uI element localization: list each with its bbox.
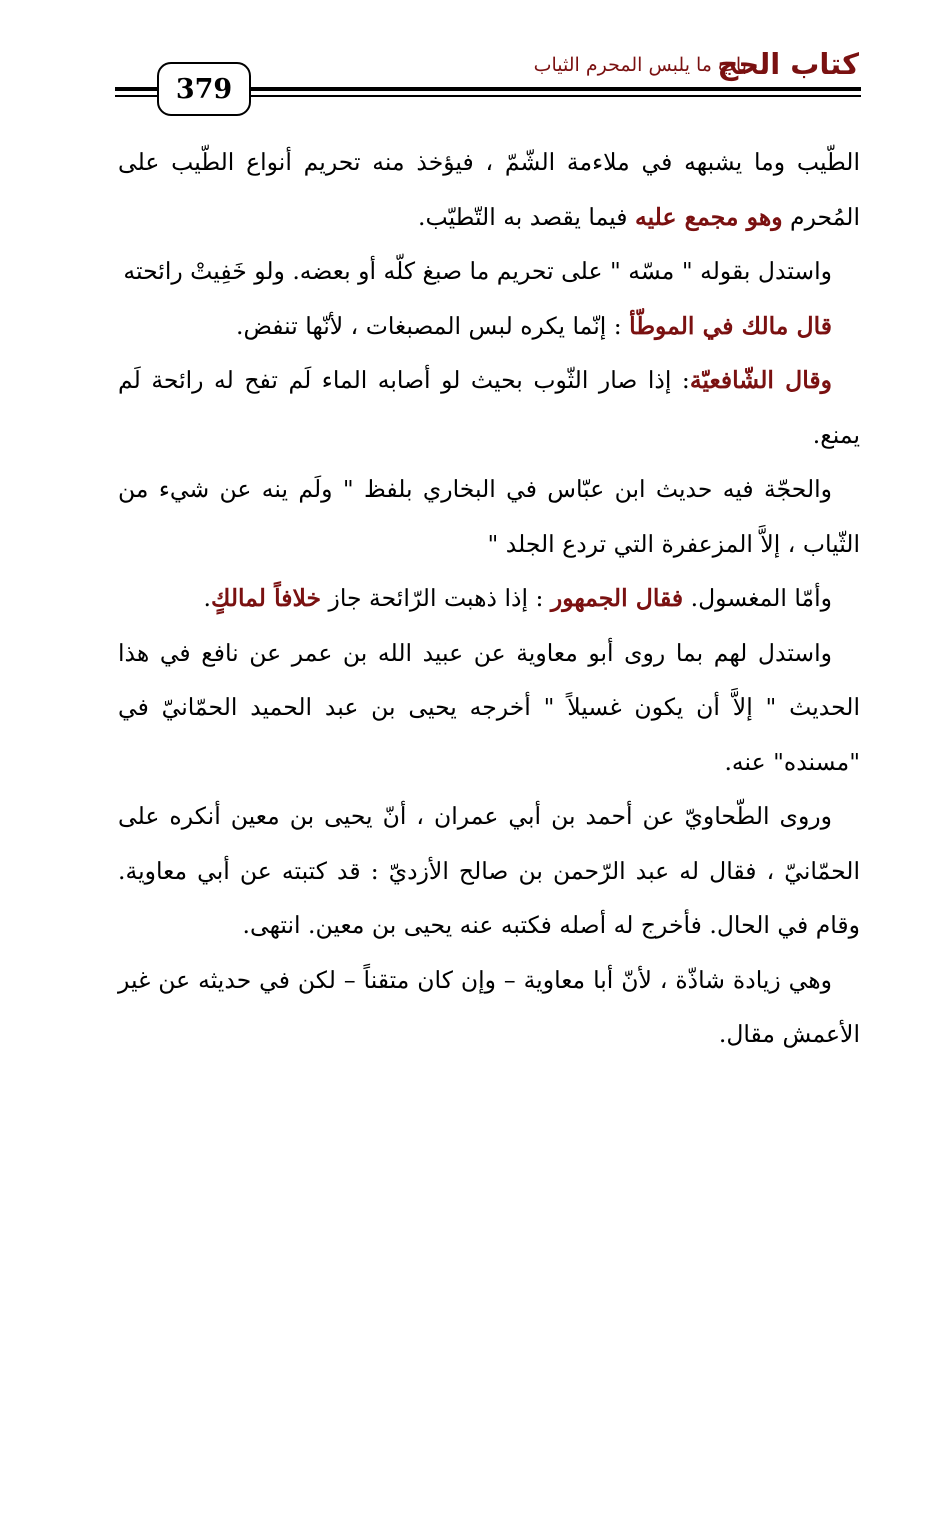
paragraph: [118, 953, 860, 1062]
highlighted-phrase: خلافاً لمالكٍ: [211, 584, 322, 612]
paragraph: [118, 789, 860, 953]
body-text: [118, 135, 860, 1062]
page-number: 379: [175, 73, 233, 105]
text-segment: : إذا صار الثّوب بحيث لو أصابه الماء لَم تفح له رائحة لَم يمنع.: [118, 366, 860, 449]
text-segment: : إنّما يكره لبس المصبغات ، لأنّها تنفض.: [236, 311, 630, 340]
paragraph: [118, 353, 860, 462]
chapter-title: باب ما يلبس المحرم الثياب: [533, 54, 747, 76]
highlighted-phrase: فقال الجمهور: [550, 584, 684, 612]
text-segment: واستدل بقوله " مسّه " على تحريم ما صبغ كلّه أو بعضه. ولو خَفِيتْ رائحته: [123, 257, 832, 285]
highlighted-phrase: قال مالك في الموطّأ: [629, 311, 832, 340]
highlighted-phrase: وهو مجمع عليه: [634, 202, 783, 231]
text-segment: وهي زيادة شاذّة ، لأنّ أبا معاوية – وإن كان متقناً – لكن في حديثه عن غير الأعمش مقال.: [118, 965, 860, 1048]
text-segment: الطّيب وما يشبهه في ملاءمة الشّمّ ، فيؤخذ منه تحريم أنواع الطّيب على المُحرم: [118, 148, 860, 231]
text-segment: والحجّة فيه حديث ابن عبّاس في البخاري بلفظ " ولَم ينه عن شيء من الثّياب ، إلاَّ المزعفرة التي تردع الجلد ": [118, 475, 860, 558]
page-number-box: [157, 62, 251, 116]
paragraph: [118, 135, 860, 244]
text-segment: وروى الطّحاويّ عن أحمد بن أبي عمران ، أنّ يحيى بن معين أنكره على الحمّانيّ ، فقال له عبد الرّحمن بن صالح الأزديّ : قد كتبته عن أبي معاوية. وقام في الحال. فأخرج له أصله فكتبه عنه يحيى بن معين. انتهى.: [118, 802, 860, 939]
paragraph: [118, 244, 860, 299]
page-header: [0, 0, 945, 130]
text-segment: : إذا ذهبت الرّائحة جاز: [321, 584, 551, 612]
text-segment: واستدل لهم بما روى أبو معاوية عن عبيد الله بن عمر عن نافع في هذا الحديث " إلاَّ أن يكون غسيلاً " أخرجه يحيى بن عبد الحميد الحمّانيّ في "مسنده" عنه.: [118, 638, 860, 776]
text-segment: .: [203, 584, 212, 612]
book-title: كتاب الحج: [717, 47, 859, 81]
text-segment: وأمّا المغسول.: [683, 584, 832, 612]
paragraph: [118, 571, 860, 626]
paragraph: [118, 626, 860, 790]
text-segment: فيما يقصد به التّطيّب.: [418, 202, 635, 231]
highlighted-phrase: وقال الشّافعيّة: [689, 366, 832, 394]
paragraph: [118, 462, 860, 571]
paragraph: [118, 299, 860, 354]
